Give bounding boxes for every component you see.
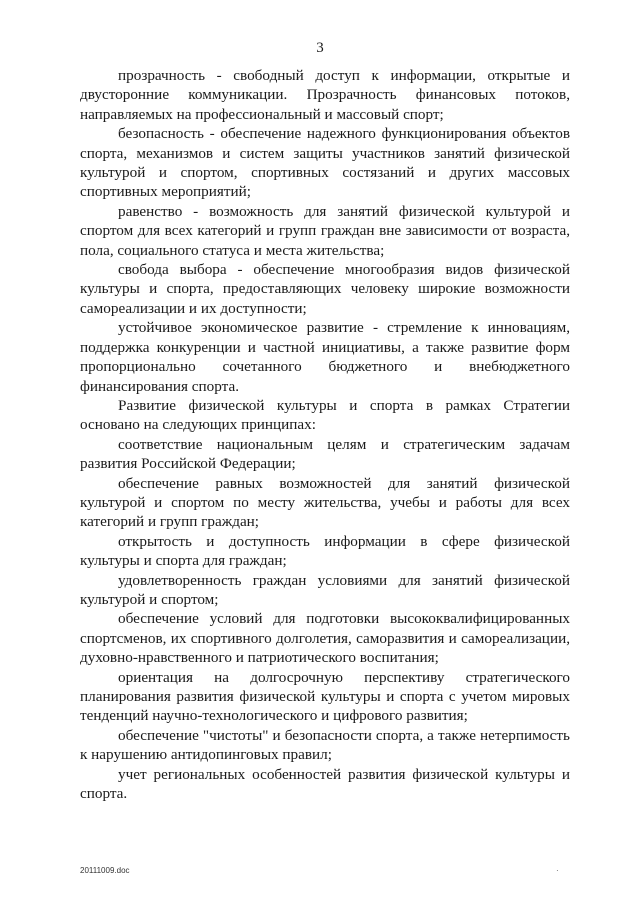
paragraph-regional-features: учет региональных особенностей развития физической культуры и спорта. xyxy=(80,765,570,803)
paragraph-transparency: прозрачность - свободный доступ к информации, открытые и двусторонние коммуникации. Прозрачность финансовых потоков, направляемых на профессиональный и массовый спорт; xyxy=(80,67,570,123)
paragraph-satisfaction: удовлетворенность граждан условиями для занятий физической культурой и спортом; xyxy=(80,571,570,608)
paragraph-long-term-orientation: ориентация на долгосрочную перспективу стратегического планирования развития физической культуры и спорта с учетом мировых тенденций научно-технологического и цифрового развития; xyxy=(80,668,570,725)
paragraph-equality: равенство - возможность для занятий физической культурой и спортом для всех категорий и групп граждан вне зависимости от возраста, пола, социального статуса и места жительства; xyxy=(80,202,570,259)
paragraph-equal-opportunities: обеспечение равных возможностей для занятий физической культурой и спортом по месту жительства, учебы и работы для всех категорий и групп граждан; xyxy=(80,474,570,531)
paragraph-clean-sport: обеспечение "чистоты" и безопасности спорта, а также нетерпимость к нарушению антидопинговых правил; xyxy=(80,726,570,764)
paragraph-athlete-training: обеспечение условий для подготовки высококвалифицированных спортсменов, их спортивного долголетия, саморазвития и самореализации, духовно-нравственного и патриотического воспитания; xyxy=(80,610,570,667)
page-number: 3 xyxy=(316,40,324,56)
paragraph-freedom-of-choice: свобода выбора - обеспечение многообразия видов физической культуры и спорта, предоставляющих человеку широкие возможности самореализации и их доступности; xyxy=(80,261,570,317)
paragraph-principles-intro: Развитие физической культуры и спорта в рамках Стратегии основано на следующих принципах: xyxy=(80,396,570,434)
footer-filename: 20111009.doc xyxy=(80,866,130,875)
footer-mark: · xyxy=(556,866,559,875)
paragraph-safety: безопасность - обеспечение надежного функционирования объектов спорта, механизмов и систем защиты участников занятий физической культурой и спортом, спортивных состязаний и других массовых спортивных мероприятий; xyxy=(80,125,570,201)
document-body xyxy=(80,66,570,803)
paragraph-national-goals: соответствие национальным целям и стратегическим задачам развития Российской Федерации; xyxy=(80,435,570,473)
paragraph-openness: открытость и доступность информации в сфере физической культуры и спорта для граждан; xyxy=(80,532,570,570)
paragraph-sustainable-development: устойчивое экономическое развитие - стремление к инновациям, поддержка конкуренции и частной инициативы, а также развитие форм пропорционально сочетанного бюджетного и внебюджетного финансирования спорта. xyxy=(80,319,570,395)
